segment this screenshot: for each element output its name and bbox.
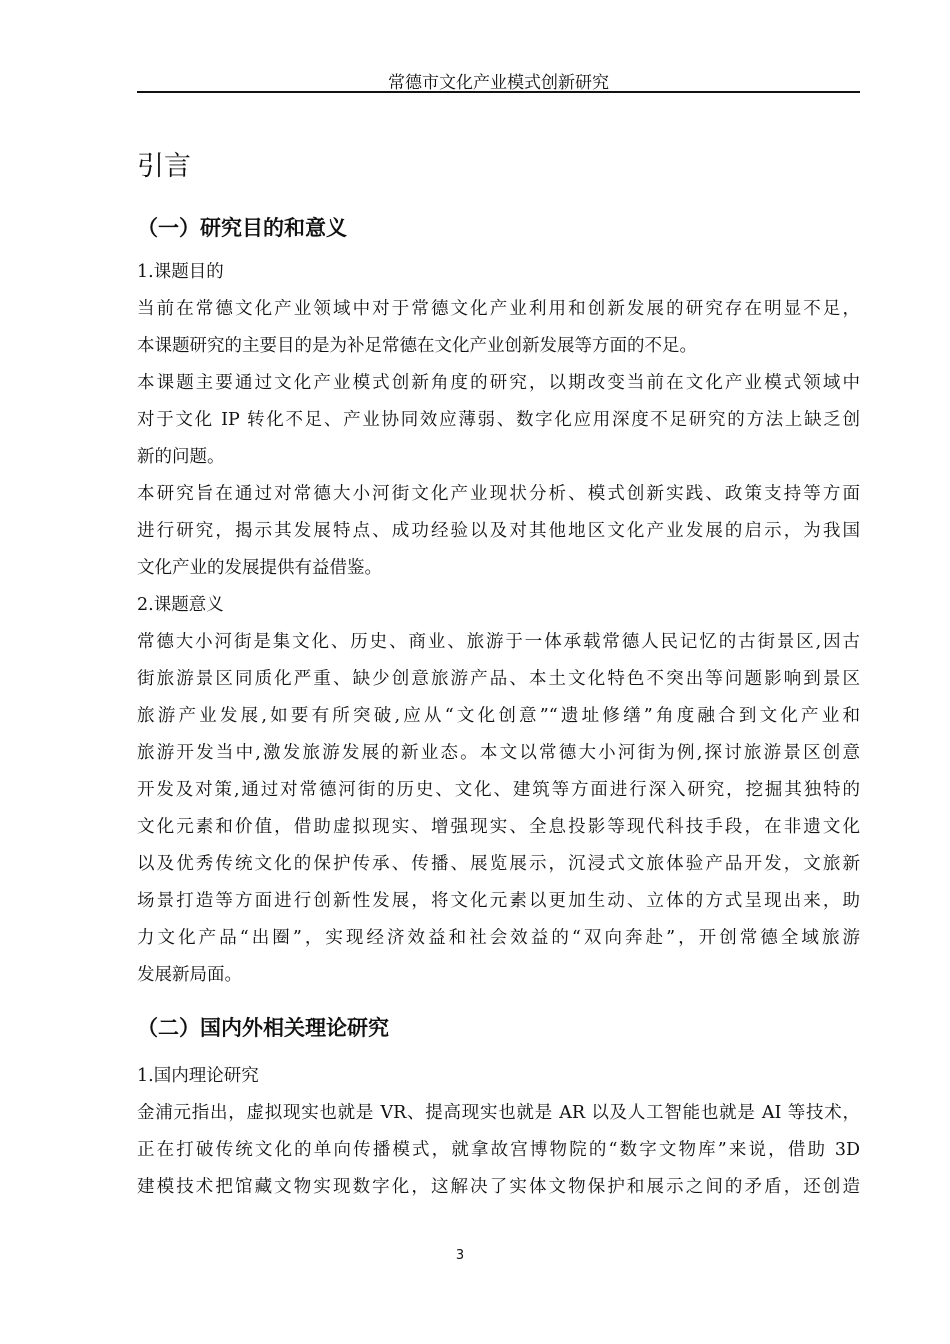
- text-line: 1.国内理论研究: [137, 1066, 259, 1086]
- text-line: 旅游开发当中,激发旅游发展的新业态。本文以常德大小河街为例,探讨旅游景区创意: [137, 743, 860, 763]
- text-line: 文化元素和价值，借助虚拟现实、增强现实、全息投影等现代科技手段，在非遗文化: [137, 817, 860, 837]
- section-heading-1: （一）研究目的和意义: [137, 216, 347, 240]
- text-line: 开发及对策,通过对常德河街的历史、文化、建筑等方面进行深入研究，挖掘其独特的: [137, 780, 860, 800]
- paragraph: [137, 1095, 860, 1206]
- header-rule: [137, 91, 860, 93]
- text-line: 常德大小河街是集文化、历史、商业、旅游于一体承载常德人民记忆的古街景区,因古: [137, 632, 860, 652]
- text-line: 对于文化 IP 转化不足、产业协同效应薄弱、数字化应用深度不足研究的方法上缺乏创: [137, 410, 860, 430]
- text-line: 旅游产业发展,如要有所突破,应从“文化创意”“遗址修缮”角度融合到文化产业和: [137, 706, 860, 726]
- text-line: 当前在常德文化产业领域中对于常德文化产业利用和创新发展的研究存在明显不足，: [137, 299, 860, 319]
- subheading: [137, 254, 860, 291]
- chapter-title: 引言: [137, 151, 191, 182]
- page-number: 3: [455, 1248, 465, 1263]
- subheading: [137, 587, 860, 624]
- text-line: 街旅游景区同质化严重、缺少创意旅游产品、本土文化特色不突出等问题影响到景区: [137, 669, 860, 689]
- text-line: 力文化产品“出圈”，实现经济效益和社会效益的“双向奔赴”，开创常德全域旅游: [137, 928, 860, 948]
- section-2-body: [137, 1058, 860, 1206]
- text-line: 进行研究，揭示其发展特点、成功经验以及对其他地区文化产业发展的启示，为我国: [137, 521, 860, 541]
- paragraph: [137, 365, 860, 476]
- text-line: 文化产业的发展提供有益借鉴。: [137, 558, 382, 578]
- text-line: 2.课题意义: [137, 595, 224, 615]
- text-line: 金浦元指出，虚拟现实也就是 VR、提高现实也就是 AR 以及人工智能也就是 AI 等技术，: [137, 1103, 860, 1123]
- text-line: 正在打破传统文化的单向传播模式，就拿故宫博物院的“数字文物库”来说，借助 3D: [137, 1140, 860, 1160]
- paragraph: [137, 476, 860, 587]
- text-line: 本课题主要通过文化产业模式创新角度的研究，以期改变当前在文化产业模式领域中: [137, 373, 860, 393]
- text-line: 场景打造等方面进行创新性发展，将文化元素以更加生动、立体的方式呈现出来，助: [137, 891, 860, 911]
- text-line: 以及优秀传统文化的保护传承、传播、展览展示，沉浸式文旅体验产品开发，文旅新: [137, 854, 860, 874]
- paragraph: [137, 291, 860, 365]
- text-line: 建模技术把馆藏文物实现数字化，这解决了实体文物保护和展示之间的矛盾，还创造: [137, 1177, 860, 1197]
- section-1-body: [137, 254, 860, 994]
- subheading: [137, 1058, 860, 1095]
- text-line: 本研究旨在通过对常德大小河街文化产业现状分析、模式创新实践、政策支持等方面: [137, 484, 860, 504]
- text-line: 1.课题目的: [137, 262, 224, 282]
- text-line: 发展新局面。: [137, 965, 242, 985]
- section-heading-2: （二）国内外相关理论研究: [137, 1016, 389, 1040]
- running-header: 常德市文化产业模式创新研究: [388, 73, 609, 93]
- paragraph: [137, 624, 860, 994]
- text-line: 本课题研究的主要目的是为补足常德在文化产业创新发展等方面的不足。: [137, 336, 697, 356]
- text-line: 新的问题。: [137, 447, 225, 467]
